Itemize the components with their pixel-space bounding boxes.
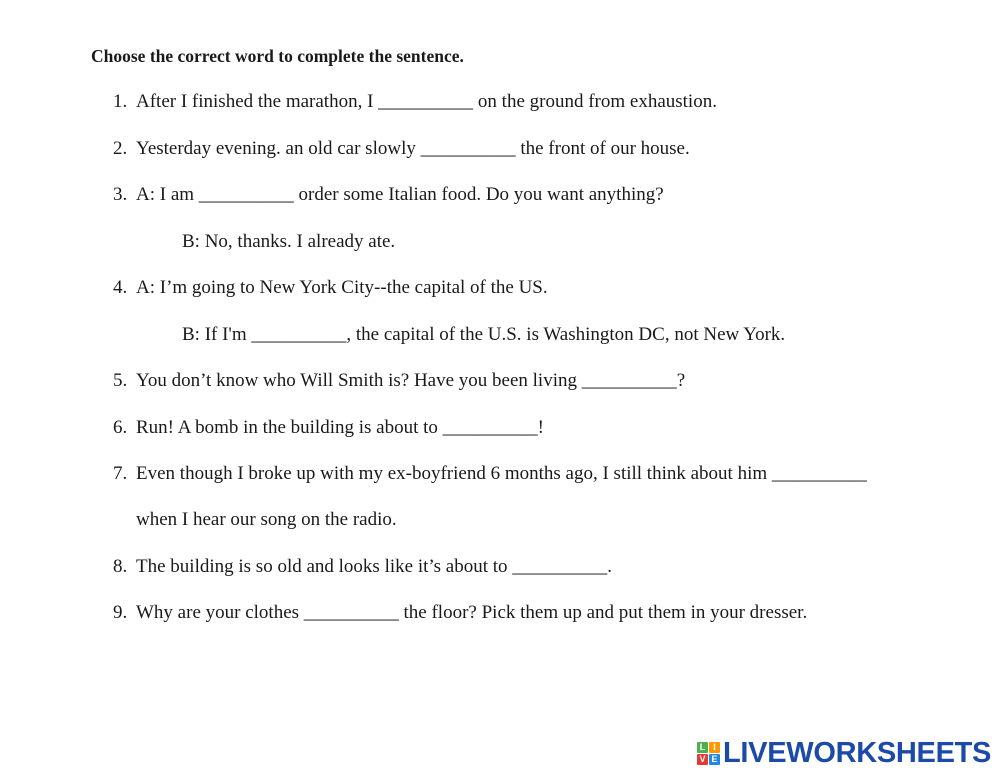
logo-mark-icon <box>697 742 720 765</box>
question-number: 9. <box>113 602 128 623</box>
dialogue-response: B: If I'm __________, the capital of the U.S. is Washington DC, not New York. <box>182 324 786 345</box>
question-number: 6. <box>113 417 128 438</box>
logo-text: LIVEWORKSHEETS <box>723 736 992 769</box>
question-text: The building is so old and looks like it’s about to __________. <box>136 556 613 577</box>
question-number: 8. <box>113 556 128 577</box>
question-number: 2. <box>113 138 128 159</box>
question-text: After I finished the marathon, I __________ on the ground from exhaustion. <box>136 91 717 112</box>
question-text: You don’t know who Will Smith is? Have you been living __________? <box>136 370 686 391</box>
question-text: Run! A bomb in the building is about to __________! <box>136 417 544 438</box>
question-text: Yesterday evening. an old car slowly __________ the front of our house. <box>136 138 690 159</box>
question-text: A: I’m going to New York City--the capital of the US. <box>136 277 548 298</box>
logo-mark-tile: I <box>709 742 720 753</box>
question-text-continued: when I hear our song on the radio. <box>136 509 397 530</box>
logo-mark-tile: L <box>697 742 708 753</box>
question-number: 4. <box>113 277 128 298</box>
question-text: A: I am __________ order some Italian food. Do you want anything? <box>136 184 664 205</box>
question-text: Even though I broke up with my ex-boyfriend 6 months ago, I still think about him __________ <box>136 463 867 484</box>
question-number: 1. <box>113 91 128 112</box>
question-number: 7. <box>113 463 128 484</box>
question-number: 3. <box>113 184 128 205</box>
dialogue-response: B: No, thanks. I already ate. <box>182 231 396 252</box>
logo-mark-tile: V <box>697 754 708 765</box>
liveworksheets-logo <box>697 736 991 770</box>
instructions-heading: Choose the correct word to complete the sentence. <box>91 46 464 66</box>
question-text: Why are your clothes __________ the floor? Pick them up and put them in your dresser. <box>136 602 808 623</box>
logo-mark-tile: E <box>709 754 720 765</box>
question-number: 5. <box>113 370 128 391</box>
